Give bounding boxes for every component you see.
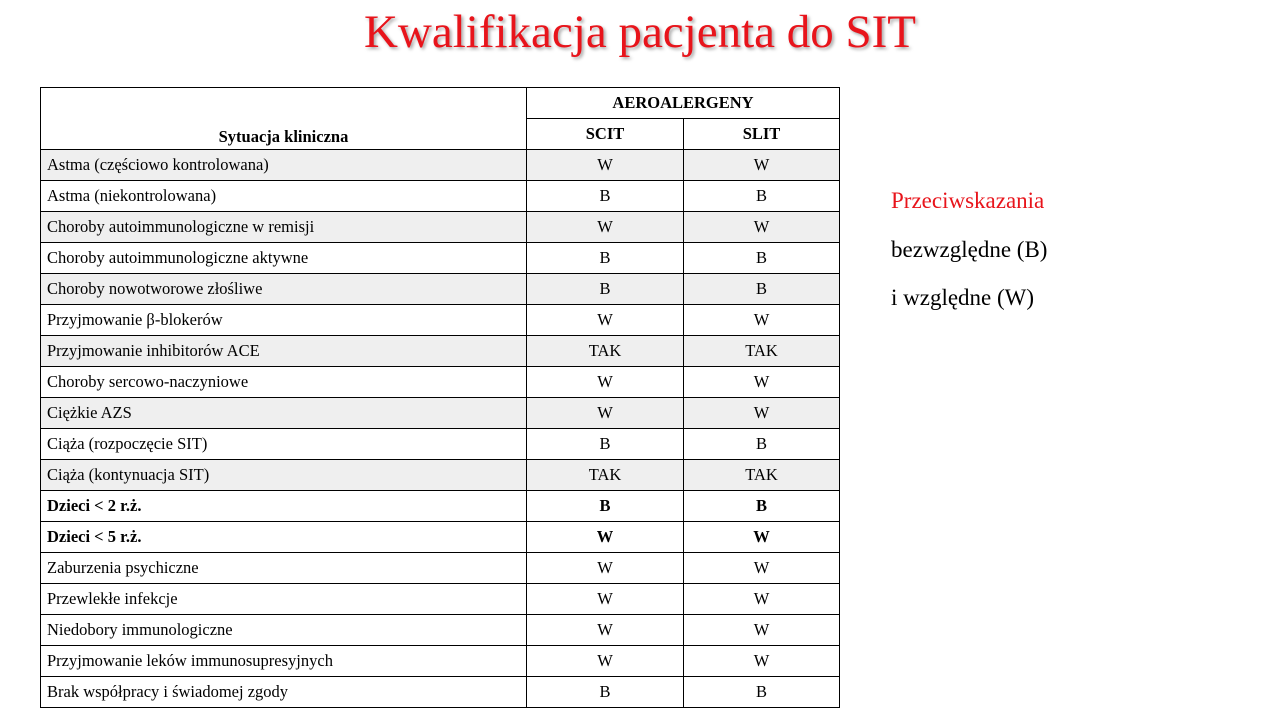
table-row (41, 274, 840, 305)
table-row (41, 615, 840, 646)
table-row (41, 584, 840, 615)
scit-cell: B (527, 181, 684, 212)
table-row (41, 398, 840, 429)
table-row (41, 212, 840, 243)
situation-cell: Choroby nowotworowe złośliwe (41, 274, 527, 305)
scit-cell: TAK (527, 460, 684, 491)
header-scit: SCIT (527, 119, 684, 150)
table-row (41, 150, 840, 181)
slit-cell: W (684, 584, 840, 615)
situation-cell: Dzieci < 5 r.ż. (41, 522, 527, 553)
scit-cell: B (527, 429, 684, 460)
slit-cell: B (684, 274, 840, 305)
situation-cell: Ciąża (rozpoczęcie SIT) (41, 429, 527, 460)
table-row (41, 336, 840, 367)
scit-cell: B (527, 243, 684, 274)
situation-cell: Przewlekłe infekcje (41, 584, 527, 615)
situation-cell: Choroby sercowo-naczyniowe (41, 367, 527, 398)
slit-cell: B (684, 429, 840, 460)
slit-cell: B (684, 181, 840, 212)
slit-cell: W (684, 522, 840, 553)
legend-heading: Przeciwskazania (891, 188, 1045, 213)
slit-cell: W (684, 212, 840, 243)
scit-cell: W (527, 398, 684, 429)
table-row (41, 243, 840, 274)
scit-cell: W (527, 553, 684, 584)
legend-absolute: bezwzględne (B) (891, 236, 1048, 262)
situation-cell: Astma (częściowo kontrolowana) (41, 150, 527, 181)
slit-cell: W (684, 646, 840, 677)
slit-cell: W (684, 150, 840, 181)
slit-cell: W (684, 553, 840, 584)
scit-cell: W (527, 367, 684, 398)
scit-cell: B (527, 274, 684, 305)
slit-cell: B (684, 677, 840, 708)
scit-cell: W (527, 212, 684, 243)
table-row (41, 522, 840, 553)
scit-cell: W (527, 615, 684, 646)
situation-cell: Astma (niekontrolowana) (41, 181, 527, 212)
situation-cell: Ciąża (kontynuacja SIT) (41, 460, 527, 491)
situation-cell: Choroby autoimmunologiczne aktywne (41, 243, 527, 274)
slit-cell: B (684, 491, 840, 522)
slit-cell: B (684, 243, 840, 274)
scit-cell: W (527, 522, 684, 553)
table-row (41, 553, 840, 584)
table-row (41, 181, 840, 212)
header-aeroallergens: AEROALERGENY (527, 88, 840, 119)
legend-relative: i względne (W) (891, 285, 1035, 310)
contraindications-legend (891, 177, 1047, 323)
scit-cell: W (527, 150, 684, 181)
table-row (41, 367, 840, 398)
table-row (41, 429, 840, 460)
situation-cell: Brak współpracy i świadomej zgody (41, 677, 527, 708)
scit-cell: B (527, 491, 684, 522)
slit-cell: TAK (684, 336, 840, 367)
situation-cell: Niedobory immunologiczne (41, 615, 527, 646)
table-row (41, 646, 840, 677)
qualification-table (40, 87, 840, 708)
situation-cell: Ciężkie AZS (41, 398, 527, 429)
situation-cell: Dzieci < 2 r.ż. (41, 491, 527, 522)
table-row (41, 677, 840, 708)
situation-cell: Przyjmowanie leków immunosupresyjnych (41, 646, 527, 677)
header-slit: SLIT (684, 119, 840, 150)
scit-cell: W (527, 305, 684, 336)
table-row (41, 305, 840, 336)
slit-cell: W (684, 615, 840, 646)
table-row (41, 491, 840, 522)
slit-cell: W (684, 398, 840, 429)
situation-cell: Zaburzenia psychiczne (41, 553, 527, 584)
scit-cell: TAK (527, 336, 684, 367)
scit-cell: W (527, 646, 684, 677)
scit-cell: B (527, 677, 684, 708)
slit-cell: TAK (684, 460, 840, 491)
table-row (41, 460, 840, 491)
situation-cell: Przyjmowanie inhibitorów ACE (41, 336, 527, 367)
situation-cell: Przyjmowanie β-blokerów (41, 305, 527, 336)
slit-cell: W (684, 367, 840, 398)
slide-title: Kwalifikacja pacjenta do SIT (363, 6, 917, 58)
slit-cell: W (684, 305, 840, 336)
header-situation: Sytuacja kliniczna (41, 88, 527, 150)
situation-cell: Choroby autoimmunologiczne w remisji (41, 212, 527, 243)
scit-cell: W (527, 584, 684, 615)
